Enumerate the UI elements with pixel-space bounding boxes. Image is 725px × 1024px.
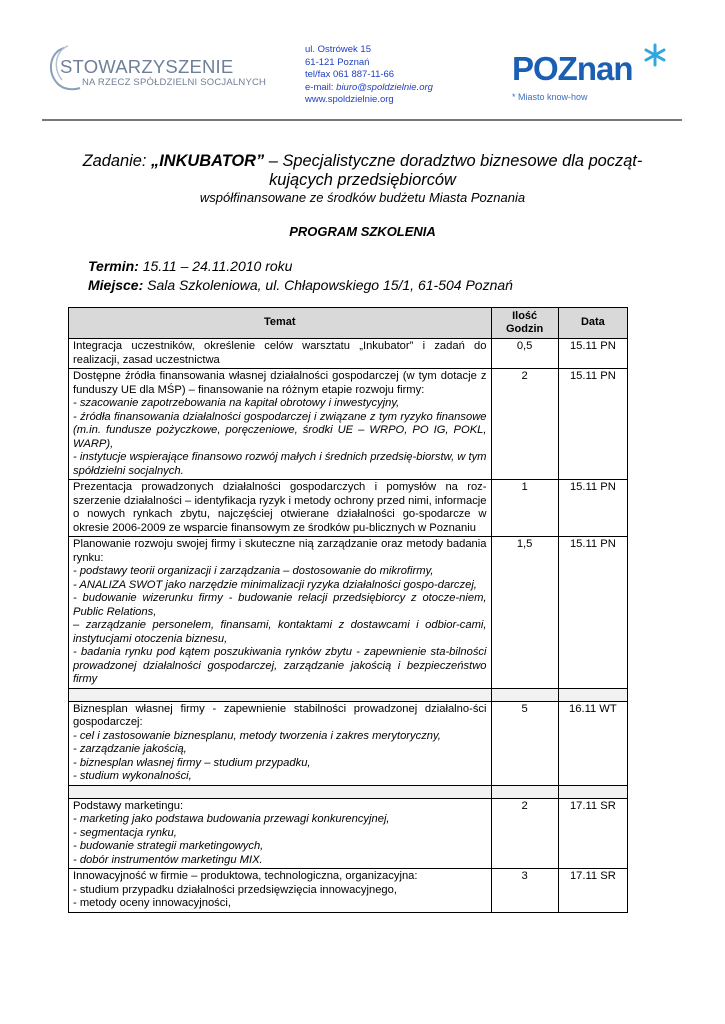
row-date: 16.11 WT — [558, 701, 627, 785]
topic-bullet: - budowanie strategii marketingowych, — [73, 840, 264, 852]
contact-website-link[interactable]: www.spoldzielnie.org — [305, 94, 394, 106]
row-topic — [69, 798, 492, 869]
spacer-cell — [491, 785, 558, 798]
topic-bullet: – zarządzanie personelem, finansami, kontaktami z dostawcami i odbior-cami, instytucjami otoczenia biznesu, — [73, 619, 487, 645]
topic-bullet: - badania rynku pod kątem poszukiwania rynków zbytu - zapewnienie sta-bilności prowadzonej działalności gospodarczej, zarządzanie jakością i bezpieczeństwo firmy — [73, 646, 487, 685]
poznan-tagline: * Miasto know-how — [512, 92, 588, 102]
place-line — [88, 276, 513, 295]
row-hours: 5 — [491, 701, 558, 785]
table-spacer-row — [69, 785, 628, 798]
contact-block — [305, 44, 433, 107]
header-divider — [42, 119, 682, 121]
spacer-cell — [558, 688, 627, 701]
row-hours: 2 — [491, 369, 558, 480]
row-date: 17.11 SR — [558, 869, 627, 913]
header-date: Data — [558, 308, 627, 339]
row-topic — [69, 480, 492, 537]
program-table — [68, 307, 628, 913]
topic-bullet: - szacowanie zapotrzebowania na kapitał obrotowy i inwestycyjny, — [73, 397, 400, 409]
contact-email-link[interactable]: biuro@spoldzielnie.org — [336, 81, 433, 93]
contact-phone: tel/fax 061 887-11-66 — [305, 69, 395, 81]
table-row — [69, 537, 628, 689]
term-block — [88, 257, 513, 295]
topic-bullet: - zarządzanie jakością, — [73, 743, 187, 755]
contact-email-line — [305, 82, 433, 95]
topic-bullet: - dobór instrumentów marketingu MIX. — [73, 853, 263, 866]
row-hours: 3 — [491, 869, 558, 913]
table-header-row — [69, 308, 628, 339]
spacer-cell — [69, 688, 492, 701]
logo-line1: STOWARZYSZENIE — [60, 56, 234, 77]
topic-bullet: - ANALIZA SWOT jako narzędzie minimalizacji ryzyka działalności gospo-darczej, — [73, 578, 477, 591]
term-label: Termin: — [88, 258, 139, 274]
topic-bullet: - budowanie wizerunku firmy - budowanie relacji przedsiębiorcy z otocze-niem, Public Relations, — [73, 592, 487, 618]
contact-street: ul. Ostrówek 15 — [305, 44, 371, 55]
table-row — [69, 701, 628, 785]
table-row — [69, 798, 628, 869]
header-hours: Ilość Godzin — [491, 308, 558, 339]
poznan-logo — [510, 48, 670, 108]
topic-bullet: - źródła finansowania działalności gospodarczej i związane z tym ryzyko finansowe (m.in. fundusze pożyczkowe, poręczeniowe, środki UE – WRPO, PO IG, POKL, WARP), — [73, 410, 487, 450]
row-hours: 0,5 — [491, 339, 558, 369]
subtitle: współfinansowane ze środków budżetu Miasta Poznania — [199, 190, 526, 205]
topic-text: Planowanie rozwoju swojej firmy i skuteczne nią zarządzanie oraz metody badania rynku: — [73, 538, 487, 564]
title-bold: „INKUBATOR” — [151, 152, 265, 170]
page-header — [0, 0, 725, 125]
row-topic — [69, 339, 492, 369]
topic-text: Prezentacja prowadzonych działalności gospodarczych i pomysłów na roz-szerzenie działalności – identyfikacja ryzyk i metody ochrony przed nimi, informacje o nowych rynkach zbytu, najczęściej otwierane działalności go-spodarcze w okresie 2006-2009 ze wsparcie finansowym ze środków pu-blicznych w Poznaniu — [73, 481, 487, 534]
topic-text: Podstawy marketingu: — [73, 799, 184, 812]
table-row — [69, 480, 628, 537]
title-prefix: Zadanie: — [82, 152, 151, 170]
place-label: Miejsce: — [88, 277, 144, 293]
term-value: 15.11 – 24.11.2010 roku — [138, 258, 293, 274]
spacer-cell — [558, 785, 627, 798]
place-value: Sala Szkoleniowa, ul. Chłapowskiego 15/1, 61-504 Poznań — [143, 277, 513, 293]
stowarzyszenie-logo — [44, 44, 267, 94]
row-topic — [69, 869, 492, 913]
topic-bullet: - metody oceny innowacyjności, — [73, 897, 231, 909]
topic-bullet: - cel i zastosowanie biznesplanu, metody tworzenia i zakres merytoryczny, — [73, 729, 441, 742]
row-hours: 1,5 — [491, 537, 558, 689]
topic-bullet: - segmentacja rynku, — [73, 826, 177, 839]
topic-bullet: - marketing jako podstawa budowania przewagi konkurencyjnej, — [73, 813, 390, 825]
spacer-cell — [69, 785, 492, 798]
row-date: 15.11 PN — [558, 339, 627, 369]
topic-bullet: - biznesplan własnej firmy – studium przypadku, — [73, 756, 311, 769]
program-heading: PROGRAM SZKOLENIA — [289, 224, 436, 239]
term-line — [88, 257, 513, 276]
row-date: 15.11 PN — [558, 537, 627, 689]
topic-bullet: - podstawy teorii organizacji i zarządzania – dostosowanie do mikrofirmy, — [73, 565, 434, 577]
contact-email-label: e-mail: — [305, 81, 337, 93]
topic-bullet: - studium wykonalności, — [73, 770, 192, 782]
row-topic — [69, 701, 492, 785]
header-topic: Temat — [69, 308, 492, 339]
row-hours: 1 — [491, 480, 558, 537]
topic-text: Biznesplan własnej firmy - zapewnienie stabilności prowadzonej działalno-ści gospodarczej: — [73, 702, 487, 728]
page-title — [80, 152, 645, 190]
topic-text: Innowacyjność w firmie – produktowa, technologiczna, organizacyjna: — [73, 870, 418, 882]
logo-line2: NA RZECZ SPÓŁDZIELNI SOCJALNYCH — [82, 77, 267, 88]
table-row — [69, 339, 628, 369]
row-date: 15.11 PN — [558, 480, 627, 537]
poznan-logo-text: POZnan — [512, 50, 633, 87]
row-hours: 2 — [491, 798, 558, 869]
row-date: 15.11 PN — [558, 369, 627, 480]
title-rest: – Specjalistyczne doradztwo biznesowe dla począt-kujących przedsiębiorców — [264, 152, 643, 189]
table-row — [69, 869, 628, 913]
topic-bullet: - studium przypadku działalności przedsięwzięcia innowacyjnego, — [73, 883, 397, 896]
row-topic — [69, 537, 492, 689]
table-spacer-row — [69, 688, 628, 701]
topic-text: Integracja uczestników, określenie celów warsztatu „Inkubator” i zadań do realizacji, zasad uczestnictwa — [73, 340, 487, 366]
topic-text: Dostępne źródła finansowania własnej działalności gospodarczej (w tym dotacje z funduszy UE dla MŚP) – finansowanie na różnym etapie rozwoju firmy: — [73, 370, 487, 396]
row-date: 17.11 SR — [558, 798, 627, 869]
table-row — [69, 369, 628, 480]
asterisk-icon — [642, 42, 668, 68]
row-topic — [69, 369, 492, 480]
contact-city: 61-121 Poznań — [305, 56, 370, 68]
topic-bullet: - instytucje wspierające finansowo rozwój małych i średnich przedsię-biorstw, w tym spółdzielni socjalnych. — [73, 451, 487, 477]
spacer-cell — [491, 688, 558, 701]
